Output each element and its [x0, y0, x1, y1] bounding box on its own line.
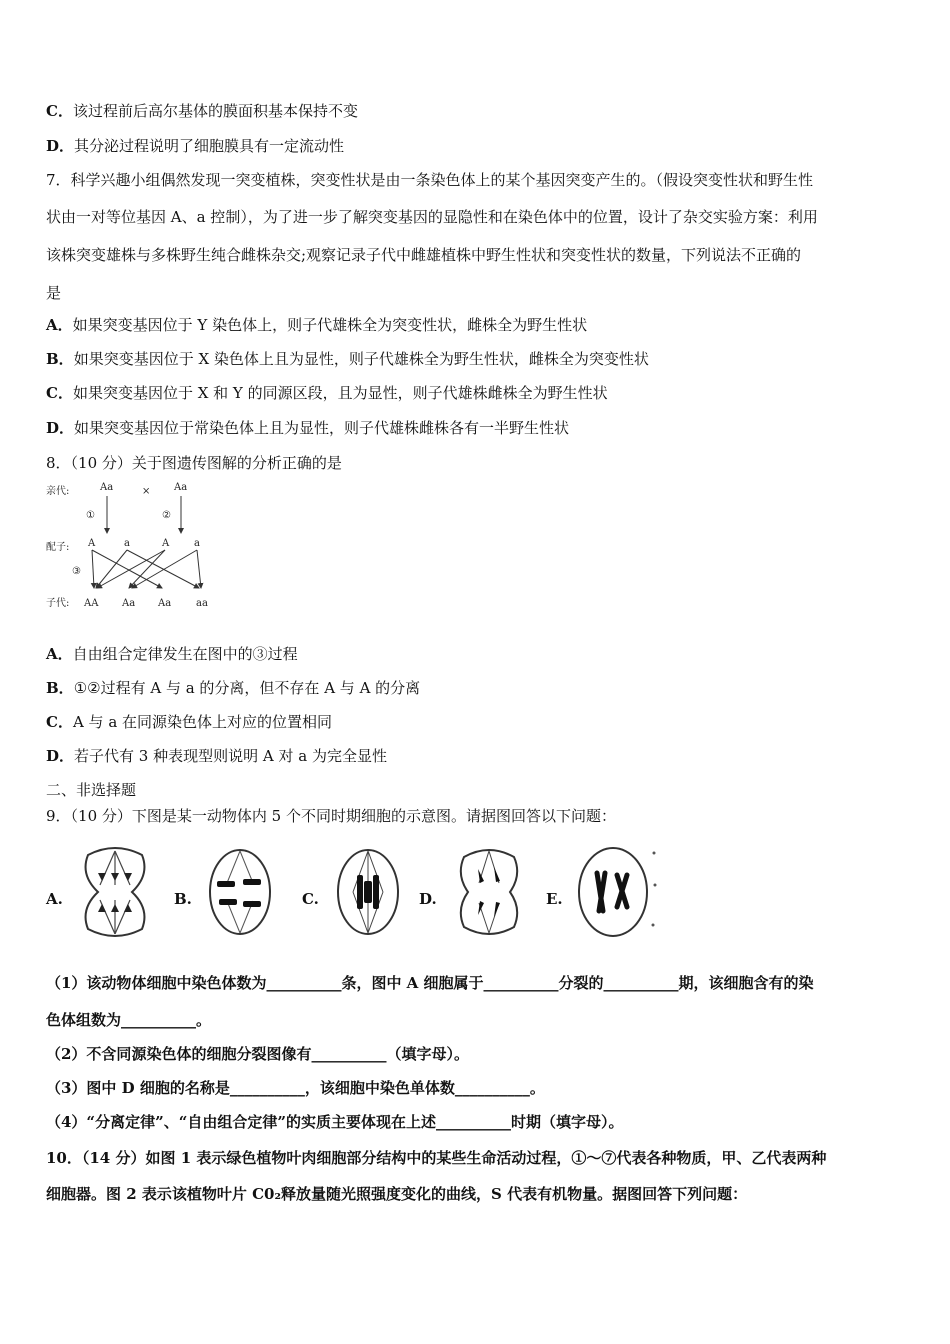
q7-option-a: A．如果突变基因位于 Y 染色体上，则子代雄株全为突变性状，雌株全为野生性状	[46, 316, 588, 334]
q7-stem-line-4: 是	[46, 284, 62, 302]
fert-arrow	[92, 550, 94, 588]
gamete-3: A	[162, 538, 170, 549]
q9-sub-1-line-1: （1）该动物体细胞中染色体数为__________条，图中 A 细胞属于__________分裂的__________期，该细胞含有的染	[46, 974, 814, 992]
q10-line-2: 细胞器。图 2 表示该植物叶片 C0₂释放量随光照强度变化的曲线，S 代表有机物量。据图回答下列问题：	[46, 1185, 748, 1203]
fertilization-arrows	[92, 550, 201, 588]
cell-label-a: A.	[46, 890, 63, 908]
q8-stem: 8．（10 分）关于图遗传图解的分析正确的是	[46, 454, 342, 472]
fert-arrow	[129, 550, 165, 588]
offspring-1: AA	[84, 598, 99, 609]
q8-option-a: A．自由组合定律发生在图中的③过程	[46, 645, 298, 663]
step-1-label: ①	[86, 510, 95, 521]
offspring-4: aa	[196, 598, 208, 609]
q9-stem: 9．（10 分）下图是某一动物体内 5 个不同时期细胞的示意图。请据图回答以下问题：	[46, 807, 616, 825]
step-2-label: ②	[162, 510, 171, 521]
parent-label: 亲代:	[46, 486, 70, 497]
cell-c-image	[333, 845, 403, 940]
genetics-cross-diagram	[44, 478, 224, 613]
q9-sub-3: （3）图中 D 细胞的名称是__________，该细胞中染色单体数__________。	[46, 1079, 545, 1097]
step-3-label: ③	[72, 566, 81, 577]
gamete-label: 配子:	[46, 542, 70, 553]
section-heading: 二、非选择题	[46, 781, 137, 799]
offspring-2: Aa	[122, 598, 136, 609]
q8-option-d: D．若子代有 3 种表现型则说明 A 对 a 为完全显性	[46, 747, 387, 765]
cell-e-image	[575, 845, 660, 940]
q9-sub-4: （4）“分离定律”、“自由组合定律”的实质主要体现在上述__________时期（填字母）。	[46, 1113, 624, 1131]
q7-stem-line-2: 状由一对等位基因 A、a 控制），为了进一步了解突变基因的显隐性和在染色体中的位置，设计了杂交实验方案：利用	[46, 208, 818, 226]
q7-stem-line-1: 7．科学兴趣小组偶然发现一突变植株，突变性状是由一条染色体上的某个基因突变产生的。（假设突变性状和野生性	[46, 171, 814, 189]
fert-arrow	[97, 550, 165, 588]
q10-line-1: 10．（14 分）如图 1 表示绿色植物叶肉细胞部分结构中的某些生命活动过程，①～⑦代表各种物质，甲、乙代表两种	[46, 1149, 827, 1167]
cell-label-e: E.	[546, 890, 563, 908]
q7-option-c: C．如果突变基因位于 X 和 Y 的同源区段，且为显性，则子代雄株雌株全为野生性状	[46, 384, 608, 402]
parent-1: Aa	[100, 482, 114, 493]
cell-a-image	[80, 845, 150, 940]
cross-symbol: ×	[142, 486, 151, 497]
q9-sub-1-line-2: 色体组数为__________。	[46, 1011, 212, 1029]
q8-option-c: C．A 与 a 在同源染色体上对应的位置相同	[46, 713, 333, 731]
q7-option-d: D．如果突变基因位于常染色体上且为显性，则子代雄株雌株各有一半野生性状	[46, 419, 570, 437]
fert-arrow	[197, 550, 201, 588]
q6-option-c: C．该过程前后高尔基体的膜面积基本保持不变	[46, 102, 358, 120]
gamete-4: a	[194, 538, 200, 549]
fert-arrow	[96, 550, 127, 588]
cell-b-image	[205, 845, 275, 940]
q7-stem-line-3: 该株突变雄株与多株野生纯合雌株杂交;观察记录子代中雌雄植株中野生性状和突变性状的数量，下列说法不正确的	[46, 246, 802, 264]
q8-option-b: B．①②过程有 A 与 a 的分离，但不存在 A 与 A 的分离	[46, 679, 421, 697]
q9-sub-2: （2）不含同源染色体的细胞分裂图像有__________（填字母）。	[46, 1045, 469, 1063]
gamete-1: A	[88, 538, 96, 549]
q7-option-b: B．如果突变基因位于 X 染色体上且为显性，则子代雄株全为野生性状，雌株全为突变性状	[46, 350, 649, 368]
cell-label-c: C.	[302, 890, 319, 908]
cell-d-image	[454, 845, 524, 940]
fert-arrow	[92, 550, 162, 588]
cell-label-b: B.	[174, 890, 192, 908]
parent-2: Aa	[174, 482, 188, 493]
gamete-2: a	[124, 538, 130, 549]
q6-option-d: D．其分泌过程说明了细胞膜具有一定流动性	[46, 137, 345, 155]
cell-label-d: D.	[419, 890, 437, 908]
offspring-3: Aa	[158, 598, 172, 609]
offspring-label: 子代:	[46, 598, 70, 609]
